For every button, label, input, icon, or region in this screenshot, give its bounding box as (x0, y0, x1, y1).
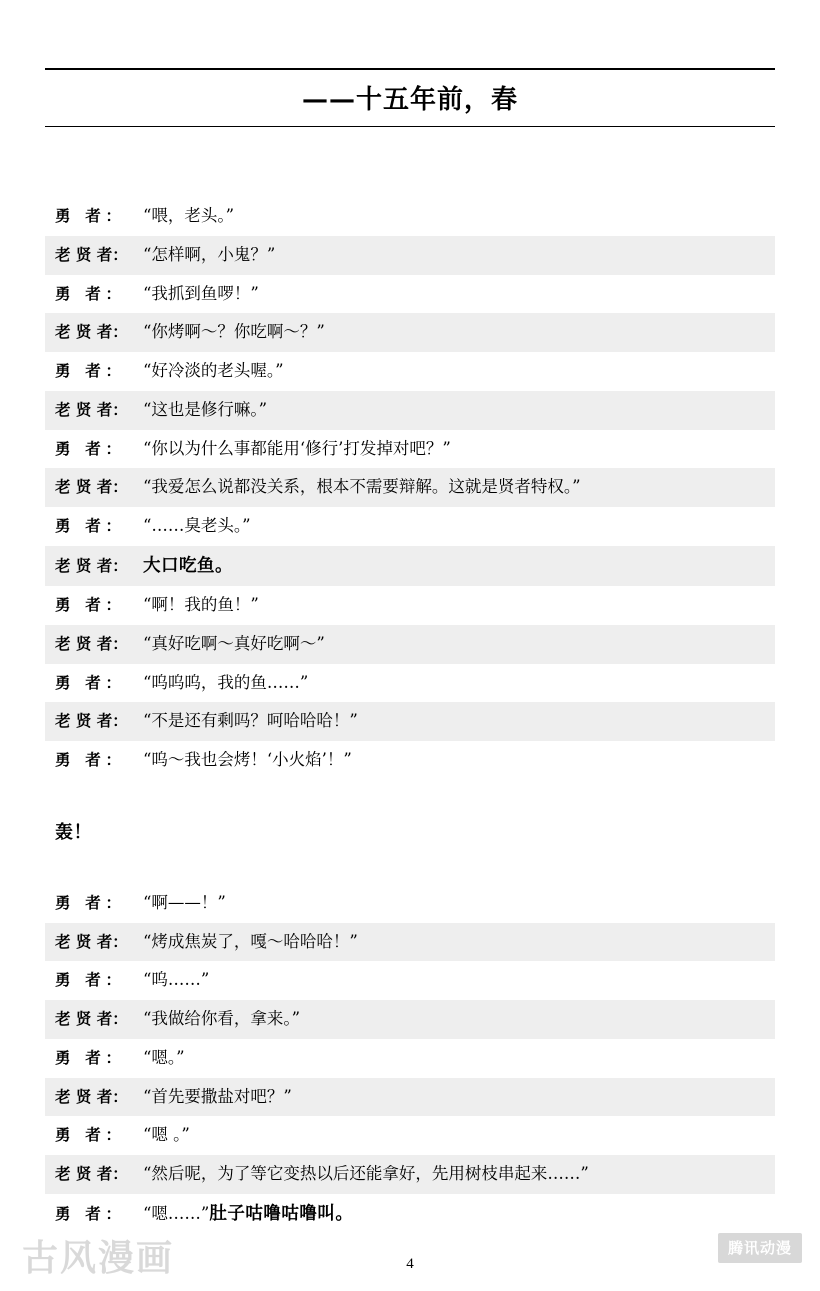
dialogue-line: “啊！我的鱼！” (143, 595, 259, 614)
speaker-label: 老 贤 者： (55, 477, 128, 497)
dialogue-line: “嗯。” (143, 1047, 185, 1067)
speaker-label: 勇 者： (55, 283, 121, 303)
speaker-label: 老 贤 者： (55, 931, 128, 951)
dialogue-line: “真好吃啊～真好吃啊～” (143, 633, 325, 653)
table-row (45, 352, 775, 391)
dialogue-table-2 (45, 884, 775, 1234)
dialogue-line: “我做给你看，拿来。” (143, 1009, 301, 1028)
speaker-label: 勇 者： (55, 1047, 121, 1067)
table-row (45, 313, 775, 352)
table-row (45, 391, 775, 430)
table-row (45, 586, 775, 625)
dialogue-line: “呜呜呜，我的鱼……” (143, 672, 309, 692)
speaker-label: 勇 者： (55, 516, 121, 535)
dialogue-line: “烤成焦炭了，嘎～哈哈哈！” (143, 931, 358, 951)
table-row (45, 236, 775, 275)
speaker-label: 老 贤 者： (55, 1086, 128, 1106)
speaker-label: 勇 者： (55, 892, 121, 912)
speaker-label: 老 贤 者： (55, 322, 128, 342)
dialogue-line: “啊——！” (143, 892, 226, 912)
table-row (45, 197, 775, 236)
speaker-label: 勇 者： (55, 750, 121, 769)
table-row (45, 468, 775, 507)
speaker-label: 勇 者： (55, 206, 121, 225)
dialogue-line: “好冷淡的老头喔。” (143, 361, 284, 380)
table-row (45, 702, 775, 741)
speaker-label: 勇 者： (55, 970, 121, 990)
speaker-label: 老 贤 者： (55, 633, 128, 653)
speaker-label: 勇 者： (55, 672, 121, 692)
speaker-label: 老 贤 者： (55, 1009, 128, 1028)
dialogue-line: “你烤啊～？你吃啊～？” (143, 322, 325, 342)
dialogue-line: “呜……” (143, 970, 210, 990)
dialogue-line: “嗯 。” (143, 1125, 190, 1145)
spacer-top (0, 127, 820, 197)
table-row (45, 741, 775, 780)
dialogue-line-text: “嗯……” (143, 1203, 210, 1223)
speaker-label: 老 贤 者： (55, 1164, 128, 1183)
spacer-before-sfx (0, 780, 820, 818)
chapter-title-block (45, 0, 775, 127)
sound-effect-text: 轰！ (55, 821, 92, 843)
table-row (45, 1155, 775, 1194)
speaker-label: 勇 者： (55, 1125, 121, 1145)
speaker-label: 老 贤 者： (55, 555, 128, 575)
dialogue-table-1 (45, 197, 775, 780)
dialogue-line: “首先要撒盐对吧？” (143, 1086, 292, 1106)
dialogue-line: “怎样啊，小鬼？” (143, 244, 276, 264)
table-row (45, 430, 775, 469)
speaker-label: 老 贤 者： (55, 399, 128, 419)
emphasis-text: 大口吃鱼。 (143, 555, 233, 576)
table-row (45, 1039, 775, 1078)
dialogue-line-emphasis (143, 553, 775, 579)
dialogue-line: “不是还有剩吗？呵哈哈哈！” (143, 711, 358, 731)
table-row (45, 664, 775, 703)
table-row (45, 1078, 775, 1117)
dialogue-line: “我抓到鱼啰！” (143, 283, 259, 303)
speaker-label: 勇 者： (55, 438, 121, 458)
speaker-label: 勇 者： (55, 1203, 121, 1223)
speaker-label: 老 贤 者： (55, 711, 128, 731)
speaker-label: 勇 者： (55, 595, 121, 614)
dialogue-line: “呜～我也会烤！‘小火焰’！” (143, 750, 352, 769)
page-footer (0, 1211, 820, 1291)
page-number: 4 (406, 1256, 414, 1272)
dialogue-line: “你以为什么事都能用‘修行’打发掉对吧？” (143, 438, 451, 458)
table-row (45, 961, 775, 1000)
table-row (45, 275, 775, 314)
watermark-left: 古风漫画 (22, 1237, 175, 1279)
narration-suffix: 肚子咕噜咕噜叫。 (209, 1203, 354, 1224)
table-row (45, 884, 775, 923)
dialogue-line: “然后呢，为了等它变热以后还能拿好，先用树枝串起来……” (143, 1164, 589, 1183)
dialogue-line: “这也是修行嘛。” (143, 399, 268, 419)
table-row (45, 1000, 775, 1039)
table-row (45, 546, 775, 586)
table-row (45, 507, 775, 546)
spacer-after-sfx (0, 844, 820, 884)
dialogue-line: “喂，老头。” (143, 206, 235, 225)
watermark-right: 腾讯动漫 (718, 1233, 802, 1263)
dialogue-line: “我爱怎么说都没关系，根本不需要辩解。这就是贤者特权。” (143, 477, 581, 497)
speaker-label: 老 贤 者： (55, 244, 128, 264)
speaker-label: 勇 者： (55, 361, 121, 380)
dialogue-line: “……臭老头。” (143, 516, 251, 535)
page-title: ——十五年前，春 (301, 85, 518, 115)
table-row (45, 1116, 775, 1155)
table-row (45, 625, 775, 664)
table-row (45, 923, 775, 962)
